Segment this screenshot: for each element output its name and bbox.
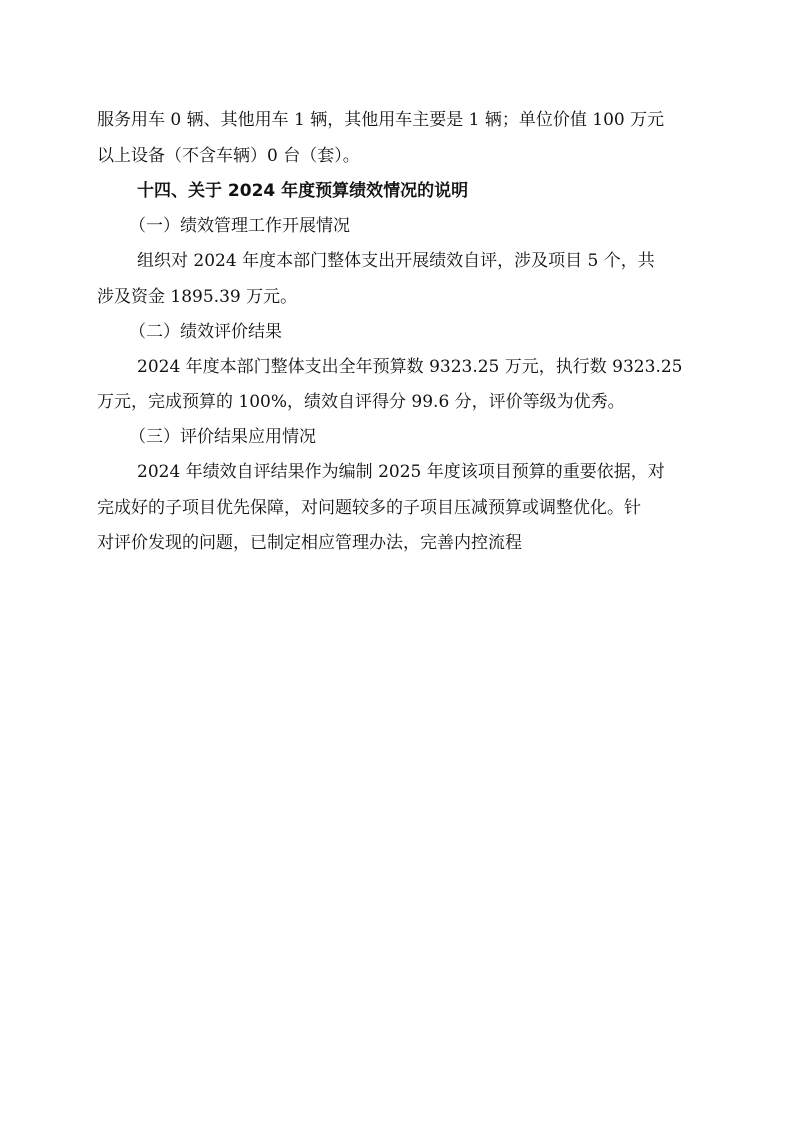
paragraph-application-line-2: 完成好的子项目优先保障，对问题较多的子项目压减预算或调整优化。针 <box>97 498 641 518</box>
section-heading-14: 十四、关于 2024 年度预算绩效情况的说明 <box>137 181 469 201</box>
paragraph-vehicles-line-2: 以上设备（不含车辆）0 台（套）。 <box>97 146 360 166</box>
paragraph-application-line-3: 对评价发现的问题，已制定相应管理办法，完善内控流程 <box>97 533 522 553</box>
subheading-results: （二）绩效评价结果 <box>129 322 282 342</box>
subheading-application: （三）评价结果应用情况 <box>129 427 316 447</box>
paragraph-application-line-1: 2024 年绩效自评结果作为编制 2025 年度该项目预算的重要依据，对 <box>137 462 665 482</box>
paragraph-vehicles-line-1: 服务用车 0 辆、其他用车 1 辆，其他用车主要是 1 辆；单位价值 100 万元 <box>97 110 665 130</box>
subheading-management: （一）绩效管理工作开展情况 <box>129 216 350 236</box>
paragraph-selfeval-line-1: 组织对 2024 年度本部门整体支出开展绩效自评，涉及项目 5 个，共 <box>137 251 655 271</box>
paragraph-results-line-1: 2024 年度本部门整体支出全年预算数 9323.25 万元，执行数 9323.25 <box>137 357 683 377</box>
paragraph-results-line-2: 万元，完成预算的 100%，绩效自评得分 99.6 分，评价等级为优秀。 <box>97 392 625 412</box>
paragraph-selfeval-line-2: 涉及资金 1895.39 万元。 <box>97 287 298 307</box>
